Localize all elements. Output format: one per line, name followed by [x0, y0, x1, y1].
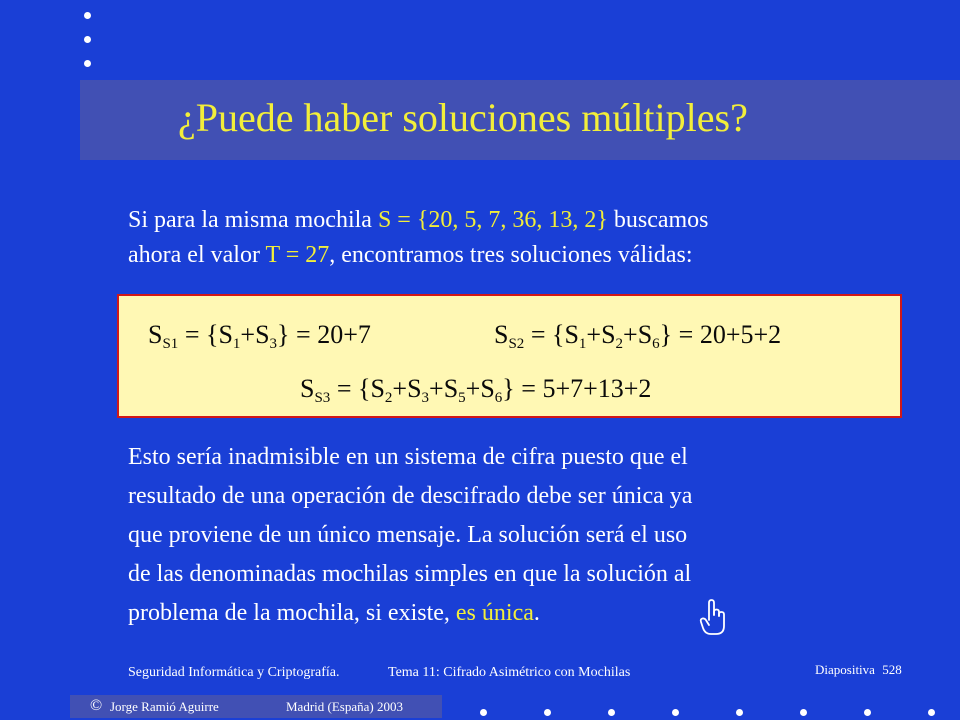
intro-line-1	[128, 203, 709, 237]
footer-topic: Tema 11: Cifrado Asimétrico con Mochilas	[388, 665, 631, 680]
slide-number: 528	[882, 662, 902, 677]
conclusion-line-1: Esto sería inadmisible en un sistema de cifra puesto que el	[128, 444, 688, 470]
footer-place: Madrid (España) 2003	[286, 699, 403, 714]
copyright-symbol: ©	[90, 697, 103, 714]
intro-text: Si para la misma mochila	[128, 207, 378, 233]
decor-dot	[84, 60, 91, 67]
conclusion-line-3: que proviene de un único mensaje. La solución será el uso	[128, 522, 688, 548]
decor-dot	[84, 36, 91, 43]
knapsack-set: S = {20, 5, 7, 36, 13, 2}	[377, 207, 608, 233]
intro-text: buscamos	[607, 207, 709, 233]
unique-highlight: es única	[455, 600, 534, 626]
footer-course: Seguridad Informática y Criptografía.	[128, 665, 340, 680]
decor-dot	[736, 709, 743, 716]
solution-2: $S_{S2} = \{S_1+S_2+S_6\} = 20+5+2$	[494, 320, 782, 352]
decor-dot	[928, 709, 935, 716]
footer-author: Jorge Ramió Aguirre	[110, 699, 219, 714]
decor-dot	[864, 709, 871, 716]
slide-title: ¿Puede haber soluciones múltiples?	[178, 95, 748, 140]
conclusion-text: .	[533, 600, 540, 626]
decor-dot	[672, 709, 679, 716]
decor-dot	[800, 709, 807, 716]
conclusion-line-2: resultado de una operación de descifrado debe ser única ya	[128, 483, 693, 509]
target-value: T = 27	[265, 242, 330, 268]
solution-1: $S_{S1} = \{S_1+S_3\} = 20+7$	[148, 320, 371, 352]
intro-line-2	[128, 238, 693, 272]
decor-dot	[608, 709, 615, 716]
pointing-hand-icon	[698, 598, 728, 636]
conclusion-line-4: de las denominadas mochilas simples en que la solución al	[128, 561, 692, 587]
decor-dot	[480, 709, 487, 716]
slide-label: Diapositiva	[815, 662, 875, 677]
decor-dot	[84, 12, 91, 19]
solution-3: $S_{S3} = \{S_2+S_3+S_5+S_6\} = 5+7+13+2$	[300, 374, 652, 406]
conclusion-text: problema de la mochila, si existe,	[128, 600, 456, 626]
footer-slide-number	[815, 662, 902, 678]
intro-text: ahora el valor	[128, 242, 266, 268]
solutions-box	[117, 294, 902, 418]
conclusion-line-5	[128, 596, 540, 630]
intro-text: , encontramos tres soluciones válidas:	[329, 242, 693, 268]
decor-dot	[544, 709, 551, 716]
